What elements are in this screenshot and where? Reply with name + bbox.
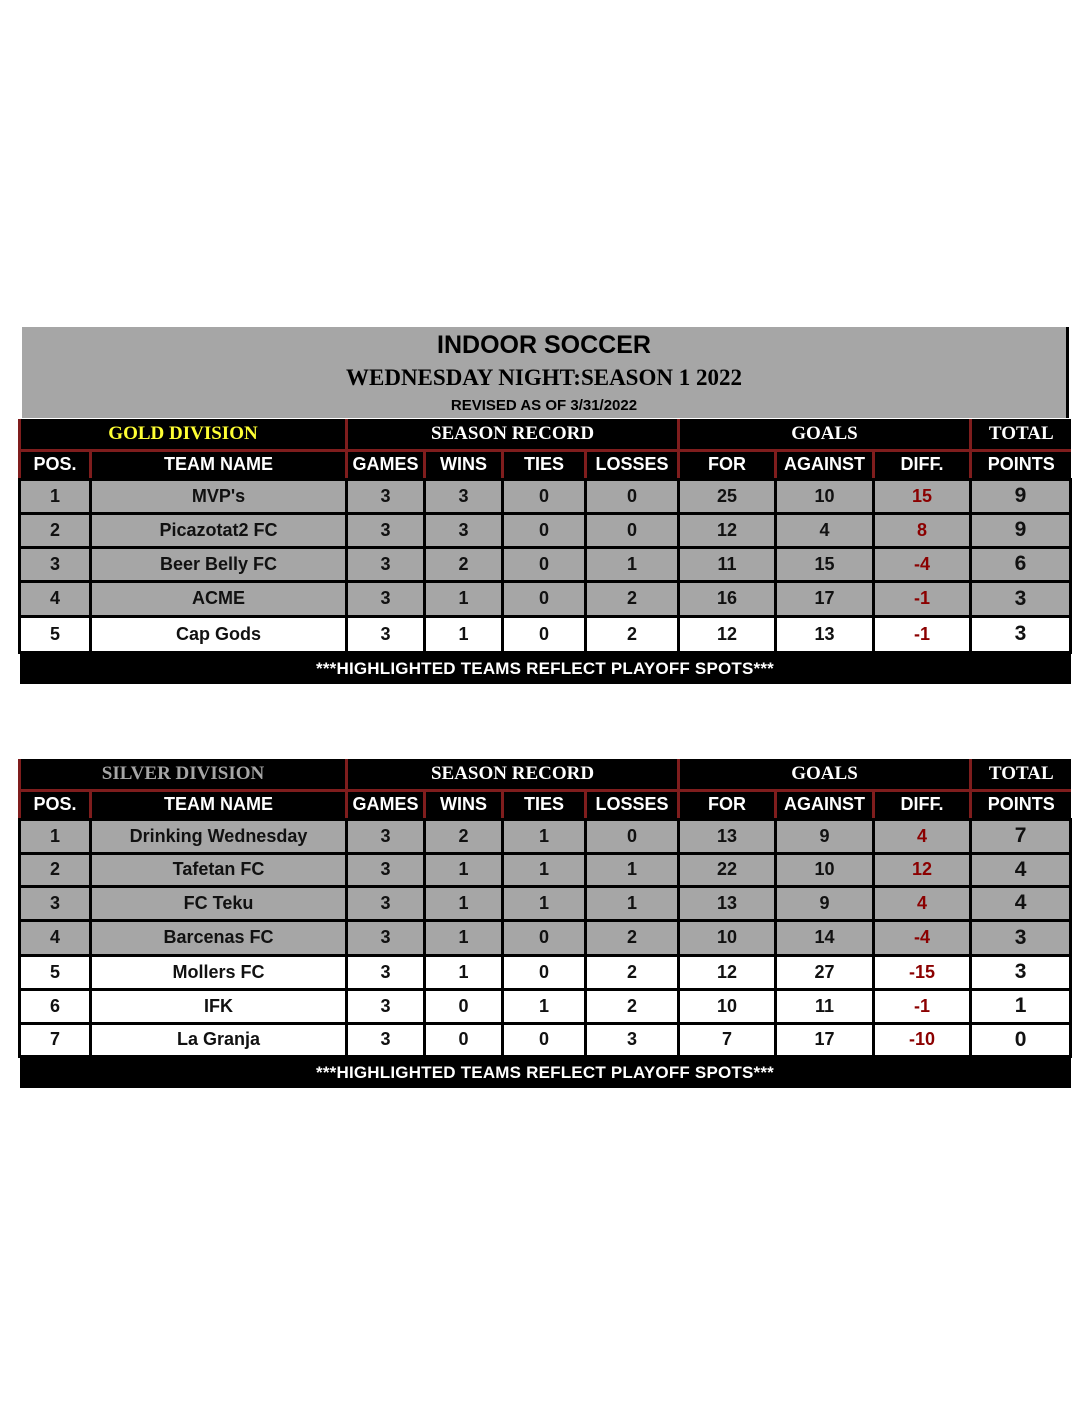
cell-total-points: 1 <box>971 989 1071 1023</box>
cell-ties: 0 <box>503 513 586 547</box>
cell-goal-diff: -1 <box>874 616 971 652</box>
cell-pos: 2 <box>20 853 91 886</box>
total-header: TOTAL <box>971 759 1071 790</box>
page-subtitle: WEDNESDAY NIGHT:SEASON 1 2022 <box>346 365 742 390</box>
gold-division-table-wrap <box>18 419 1069 684</box>
cell-goals-against: 11 <box>776 989 874 1023</box>
standings-row <box>20 616 1071 652</box>
group-header-row <box>20 759 1071 790</box>
cell-pos: 3 <box>20 547 91 581</box>
cell-total-points: 4 <box>971 886 1071 920</box>
cell-goal-diff: 15 <box>874 479 971 513</box>
cell-goal-diff: 4 <box>874 819 971 853</box>
cell-goal-diff: -1 <box>874 581 971 616</box>
cell-team-name: Beer Belly FC <box>91 547 347 581</box>
title-block <box>18 327 1069 418</box>
cell-goals-for: 7 <box>679 1023 776 1056</box>
standings-row <box>20 920 1071 955</box>
cell-pos: 2 <box>20 513 91 547</box>
col-points: POINTS <box>971 790 1071 819</box>
cell-games: 3 <box>347 581 425 616</box>
standings-row <box>20 886 1071 920</box>
cell-wins: 1 <box>425 955 503 989</box>
cell-wins: 3 <box>425 479 503 513</box>
cell-team-name: ACME <box>91 581 347 616</box>
cell-losses: 2 <box>586 616 679 652</box>
cell-team-name: IFK <box>91 989 347 1023</box>
cell-wins: 1 <box>425 581 503 616</box>
cell-pos: 3 <box>20 886 91 920</box>
cell-ties: 0 <box>503 616 586 652</box>
col-losses: LOSSES <box>586 450 679 479</box>
page-title: INDOOR SOCCER <box>437 331 651 359</box>
silver-division-table-wrap <box>18 759 1069 1088</box>
col-team-name: TEAM NAME <box>91 790 347 819</box>
col-wins: WINS <box>425 790 503 819</box>
cell-losses: 3 <box>586 1023 679 1056</box>
cell-goals-for: 12 <box>679 955 776 989</box>
cell-goals-against: 4 <box>776 513 874 547</box>
cell-games: 3 <box>347 920 425 955</box>
cell-games: 3 <box>347 955 425 989</box>
cell-games: 3 <box>347 513 425 547</box>
cell-goal-diff: -10 <box>874 1023 971 1056</box>
cell-games: 3 <box>347 886 425 920</box>
cell-total-points: 3 <box>971 955 1071 989</box>
cell-goals-against: 10 <box>776 479 874 513</box>
standings-row <box>20 547 1071 581</box>
cell-goals-against: 15 <box>776 547 874 581</box>
column-header-row <box>20 790 1071 819</box>
column-header-row <box>20 450 1071 479</box>
col-ties: TIES <box>503 790 586 819</box>
col-diff: DIFF. <box>874 450 971 479</box>
gold-division-table <box>18 419 1072 684</box>
cell-ties: 1 <box>503 886 586 920</box>
standings-body <box>20 479 1071 652</box>
total-header: TOTAL <box>971 419 1071 450</box>
goals-header: GOALS <box>679 419 971 450</box>
cell-pos: 5 <box>20 955 91 989</box>
cell-goal-diff: 4 <box>874 886 971 920</box>
standings-row <box>20 581 1071 616</box>
cell-goals-against: 9 <box>776 819 874 853</box>
cell-team-name: Cap Gods <box>91 616 347 652</box>
cell-team-name: FC Teku <box>91 886 347 920</box>
cell-team-name: MVP's <box>91 479 347 513</box>
cell-ties: 1 <box>503 989 586 1023</box>
cell-losses: 0 <box>586 513 679 547</box>
cell-goals-for: 10 <box>679 920 776 955</box>
cell-team-name: Barcenas FC <box>91 920 347 955</box>
col-against: AGAINST <box>776 790 874 819</box>
cell-goal-diff: -15 <box>874 955 971 989</box>
cell-team-name: La Granja <box>91 1023 347 1056</box>
cell-ties: 1 <box>503 819 586 853</box>
cell-goals-against: 27 <box>776 955 874 989</box>
cell-goals-against: 13 <box>776 616 874 652</box>
standings-row <box>20 819 1071 853</box>
standings-body <box>20 819 1071 1056</box>
cell-ties: 1 <box>503 853 586 886</box>
cell-goal-diff: -4 <box>874 920 971 955</box>
col-against: AGAINST <box>776 450 874 479</box>
group-header-row <box>20 419 1071 450</box>
season-record-header: SEASON RECORD <box>347 419 679 450</box>
cell-goals-for: 16 <box>679 581 776 616</box>
cell-ties: 0 <box>503 547 586 581</box>
cell-wins: 1 <box>425 853 503 886</box>
cell-games: 3 <box>347 853 425 886</box>
cell-wins: 0 <box>425 989 503 1023</box>
cell-total-points: 9 <box>971 513 1071 547</box>
cell-goals-for: 12 <box>679 616 776 652</box>
standings-row <box>20 513 1071 547</box>
col-losses: LOSSES <box>586 790 679 819</box>
cell-pos: 6 <box>20 989 91 1023</box>
cell-pos: 4 <box>20 581 91 616</box>
cell-wins: 1 <box>425 886 503 920</box>
col-pos: POS. <box>20 450 91 479</box>
col-wins: WINS <box>425 450 503 479</box>
cell-games: 3 <box>347 479 425 513</box>
cell-losses: 0 <box>586 819 679 853</box>
cell-total-points: 9 <box>971 479 1071 513</box>
cell-goals-for: 11 <box>679 547 776 581</box>
cell-pos: 4 <box>20 920 91 955</box>
cell-losses: 2 <box>586 581 679 616</box>
division-label: SILVER DIVISION <box>20 759 347 790</box>
cell-goals-for: 13 <box>679 819 776 853</box>
cell-goals-against: 14 <box>776 920 874 955</box>
cell-ties: 0 <box>503 955 586 989</box>
cell-goal-diff: 12 <box>874 853 971 886</box>
goals-header: GOALS <box>679 759 971 790</box>
col-diff: DIFF. <box>874 790 971 819</box>
cell-total-points: 3 <box>971 920 1071 955</box>
col-games: GAMES <box>347 450 425 479</box>
cell-wins: 2 <box>425 819 503 853</box>
cell-pos: 1 <box>20 819 91 853</box>
cell-team-name: Mollers FC <box>91 955 347 989</box>
standings-row <box>20 955 1071 989</box>
division-label: GOLD DIVISION <box>20 419 347 450</box>
cell-losses: 1 <box>586 853 679 886</box>
col-points: POINTS <box>971 450 1071 479</box>
cell-ties: 0 <box>503 581 586 616</box>
cell-losses: 0 <box>586 479 679 513</box>
cell-total-points: 4 <box>971 853 1071 886</box>
cell-goals-for: 22 <box>679 853 776 886</box>
col-for: FOR <box>679 450 776 479</box>
cell-team-name: Drinking Wednesday <box>91 819 347 853</box>
cell-pos: 7 <box>20 1023 91 1056</box>
cell-goals-against: 17 <box>776 1023 874 1056</box>
standings-row <box>20 479 1071 513</box>
cell-goals-for: 13 <box>679 886 776 920</box>
cell-goals-against: 10 <box>776 853 874 886</box>
cell-wins: 1 <box>425 616 503 652</box>
silver-division-table <box>18 759 1072 1088</box>
cell-goals-against: 17 <box>776 581 874 616</box>
cell-games: 3 <box>347 819 425 853</box>
revision-date: REVISED AS OF 3/31/2022 <box>450 397 638 414</box>
col-pos: POS. <box>20 790 91 819</box>
cell-goal-diff: -1 <box>874 989 971 1023</box>
cell-total-points: 7 <box>971 819 1071 853</box>
cell-wins: 1 <box>425 920 503 955</box>
cell-games: 3 <box>347 616 425 652</box>
col-team-name: TEAM NAME <box>91 450 347 479</box>
standings-row <box>20 989 1071 1023</box>
cell-goals-for: 25 <box>679 479 776 513</box>
cell-total-points: 3 <box>971 616 1071 652</box>
cell-total-points: 6 <box>971 547 1071 581</box>
cell-goals-against: 9 <box>776 886 874 920</box>
playoff-note: ***HIGHLIGHTED TEAMS REFLECT PLAYOFF SPOTS*** <box>20 1056 1071 1088</box>
cell-losses: 2 <box>586 989 679 1023</box>
cell-ties: 0 <box>503 1023 586 1056</box>
cell-losses: 2 <box>586 920 679 955</box>
cell-goal-diff: -4 <box>874 547 971 581</box>
col-for: FOR <box>679 790 776 819</box>
playoff-note: ***HIGHLIGHTED TEAMS REFLECT PLAYOFF SPOTS*** <box>20 652 1071 684</box>
cell-losses: 1 <box>586 547 679 581</box>
cell-wins: 2 <box>425 547 503 581</box>
cell-games: 3 <box>347 547 425 581</box>
cell-losses: 2 <box>586 955 679 989</box>
cell-goal-diff: 8 <box>874 513 971 547</box>
cell-ties: 0 <box>503 920 586 955</box>
cell-pos: 5 <box>20 616 91 652</box>
cell-team-name: Picazotat2 FC <box>91 513 347 547</box>
footer-row <box>20 1056 1071 1088</box>
cell-games: 3 <box>347 989 425 1023</box>
cell-goals-for: 10 <box>679 989 776 1023</box>
col-games: GAMES <box>347 790 425 819</box>
cell-pos: 1 <box>20 479 91 513</box>
standings-row <box>20 1023 1071 1056</box>
cell-wins: 3 <box>425 513 503 547</box>
cell-total-points: 3 <box>971 581 1071 616</box>
standings-row <box>20 853 1071 886</box>
cell-team-name: Tafetan FC <box>91 853 347 886</box>
season-record-header: SEASON RECORD <box>347 759 679 790</box>
cell-goals-for: 12 <box>679 513 776 547</box>
footer-row <box>20 652 1071 684</box>
cell-ties: 0 <box>503 479 586 513</box>
cell-games: 3 <box>347 1023 425 1056</box>
col-ties: TIES <box>503 450 586 479</box>
cell-wins: 0 <box>425 1023 503 1056</box>
cell-total-points: 0 <box>971 1023 1071 1056</box>
cell-losses: 1 <box>586 886 679 920</box>
